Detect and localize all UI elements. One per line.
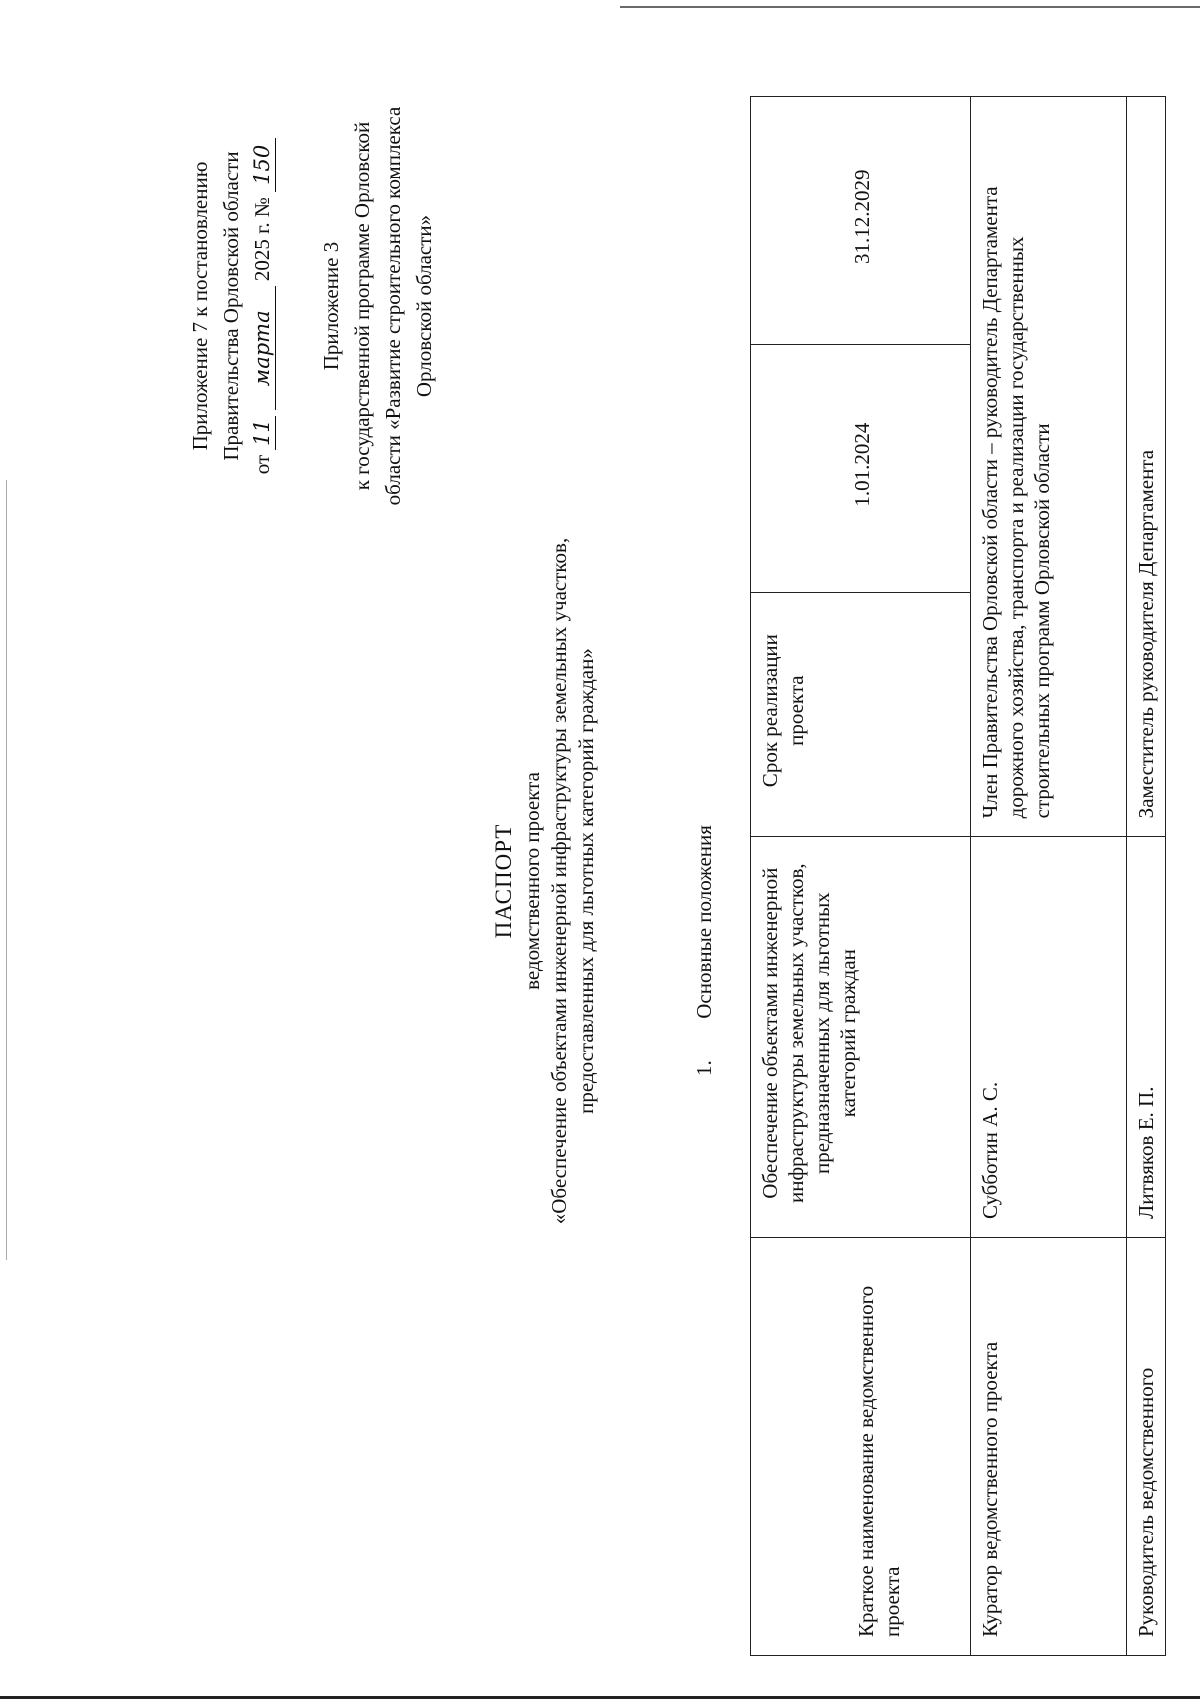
table-row	[751, 97, 971, 1656]
main-provisions-table	[750, 96, 1166, 1656]
appendix7-year: 2025 г. №	[250, 197, 274, 282]
appendix3-line2: к государственной программе Орловской	[350, 121, 374, 491]
appendix3-line4: Орловской области»	[412, 214, 436, 398]
appendix7-date-line	[247, 106, 278, 506]
short-name-label: Краткое наименование ведомственного проекта	[751, 1238, 971, 1656]
handwritten-number: 150	[249, 138, 276, 192]
end-date: 31.12.2029	[751, 97, 971, 345]
scan-edge-top	[620, 6, 1200, 8]
title-line3: предоставленных для льготных категорий граждан»	[574, 648, 598, 1114]
section-title-text: Основные положения	[692, 825, 716, 1019]
section-heading	[692, 676, 717, 1076]
head-label: Руководитель ведомственного	[1127, 1238, 1166, 1656]
document-title	[490, 416, 600, 1346]
table-row	[971, 97, 1127, 1656]
short-name-value: Обеспечение объектами инженерной инфраструктуры земельных участков, предназначенных для льготных категорий граждан	[751, 837, 971, 1238]
section-number: 1.	[692, 1060, 716, 1076]
term-label: Срок реализации проекта	[751, 592, 971, 836]
appendix7-line1: Приложение 7 к постановлению	[188, 161, 212, 451]
appendix3-line1: Приложение 3	[319, 241, 343, 371]
handwritten-month: марта	[249, 286, 276, 410]
appendix7-line2: Правительства Орловской области	[219, 151, 243, 461]
title-line1: ведомственного проекта	[520, 772, 544, 990]
appendix3-line3: области «Развитие строительного комплекса	[381, 106, 405, 506]
head-position: Заместитель руководителя Департамента	[1127, 97, 1166, 837]
curator-name: Субботин А. С.	[971, 837, 1127, 1238]
scan-edge-left	[6, 480, 7, 1260]
handwritten-day: 11	[249, 416, 276, 450]
passport-heading: ПАСПОРТ	[491, 823, 516, 939]
curator-position: Член Правительства Орловской области – руководитель Департамента дорожного хозяйства, транспорта и реализации государственных строительных программ Орловской области	[971, 97, 1127, 837]
appendix-block	[185, 106, 440, 506]
start-date: 1.01.2024	[751, 345, 971, 593]
appendix7-from-label: от	[250, 454, 274, 475]
curator-label: Куратор ведомственного проекта	[971, 1238, 1127, 1656]
scan-edge-bottom	[0, 1696, 1200, 1699]
table-row	[1127, 97, 1166, 1656]
rotated-page	[20, 26, 1180, 1686]
title-line2: «Обеспечение объектами инженерной инфраструктуры земельных участков,	[547, 537, 571, 1225]
head-name: Литвяков Е. П.	[1127, 837, 1166, 1238]
